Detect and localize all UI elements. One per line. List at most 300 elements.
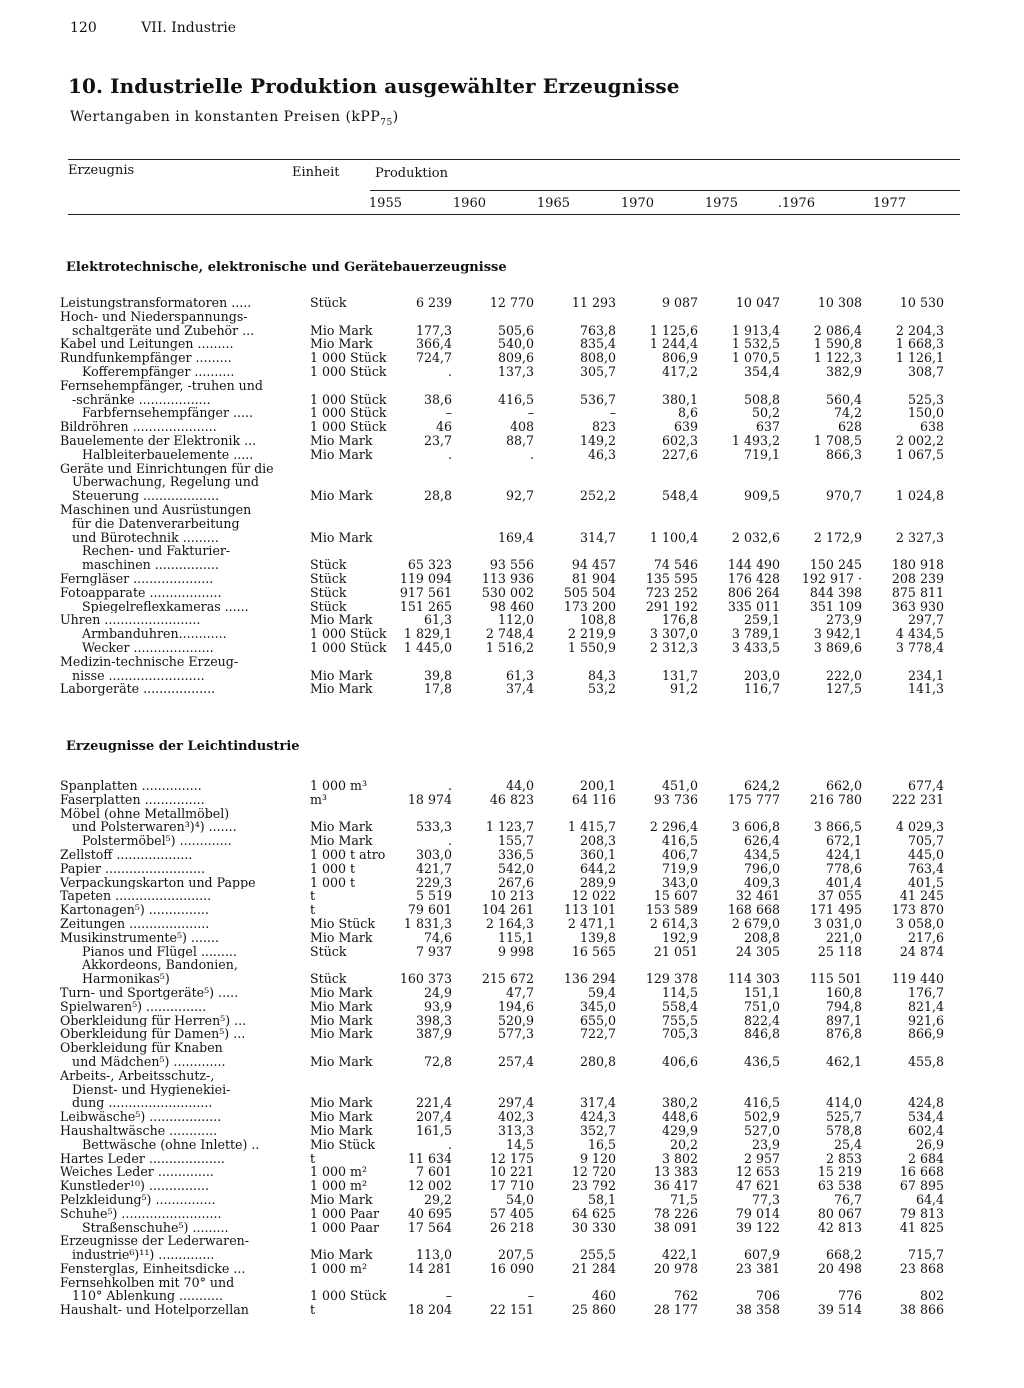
table-row [60,1289,944,1303]
value-1976: 76,7 [833,1192,862,1207]
value-1965 [534,655,616,669]
value-1975 [698,544,780,558]
value-1955: 18 974 [407,792,452,807]
value-1976 [780,310,862,324]
value-1976: 876,8 [825,1027,862,1042]
value-1976: 1 590,8 [813,337,862,352]
value-1977: 180 918 [891,558,944,572]
value-1976: 127,5 [825,682,862,697]
value-1970 [616,1041,698,1055]
value-1965: 1 550,9 [567,640,616,655]
value-1960: 26 218 [489,1220,534,1235]
value-1976: 2 853 [825,1151,862,1166]
value-1965: 823 [591,420,616,434]
value-1965: 81 904 [571,571,616,586]
value-1955 [392,807,452,821]
value-1977 [862,462,944,476]
value-1976 [780,1069,862,1083]
value-1976: 424,1 [825,847,862,862]
value-1960: 54,0 [505,1192,534,1207]
product-name: Tapeten ........................ [60,889,212,904]
table-row [60,793,944,807]
value-1960: 2 748,4 [485,627,534,641]
value-1960: 46 823 [489,792,534,807]
table-row [60,1193,944,1207]
table-row [60,889,944,903]
product-name: Hoch- und Niederspannungs- [60,309,248,324]
value-1975 [698,958,780,972]
value-1955: 12 002 [407,1179,452,1193]
product-unit: Stück [310,571,347,586]
value-1965 [534,310,616,324]
product-name: schaltgeräte und Zubehör ... [72,323,255,338]
value-1955: 11 634 [407,1151,452,1166]
value-1970: 78 226 [653,1206,698,1221]
product-unit: Mio Mark [310,985,373,1000]
value-1975: 32 461 [735,889,780,904]
section-title-light: Erzeugnisse der Leichtindustrie [66,739,300,754]
value-1965 [534,462,616,476]
value-1976: 3 942,1 [813,627,862,641]
value-1976: 462,1 [825,1054,862,1069]
value-1960 [452,310,534,324]
product-unit: Mio Mark [310,530,373,545]
table-row [60,862,944,876]
product-name: Geräte und Einrichtungen für die [60,461,274,476]
product-unit: Stück [310,296,347,310]
value-1965: 763,8 [579,323,616,338]
value-1976: 794,8 [825,999,862,1014]
value-1965: 305,7 [579,364,616,379]
value-1975: 1 070,5 [731,351,780,365]
value-1965 [534,544,616,558]
value-1975 [698,462,780,476]
product-unit: 1 000 m² [310,1179,368,1193]
value-1965: 424,3 [579,1110,616,1124]
year-1976: .1976 [777,196,815,211]
value-1976 [780,655,862,669]
value-1975: 607,9 [743,1248,780,1262]
value-1977 [862,503,944,517]
value-1975 [698,807,780,821]
value-1965: 722,7 [579,1027,616,1042]
value-1965: 289,9 [579,875,616,890]
value-1970: 91,2 [669,682,698,697]
value-1965: 200,1 [579,779,616,793]
product-name: Verpackungskarton und Pappe [60,875,256,890]
product-name: und Polsterwaren³)⁴) ....... [72,820,237,835]
value-1975: 3 606,8 [731,820,780,835]
product-unit: t [310,903,316,917]
value-1976: 171 495 [809,903,862,917]
value-1955: 1 445,0 [403,640,452,655]
value-1960: 14,5 [505,1137,534,1152]
value-1970: 705,3 [661,1027,698,1042]
value-1955: 7 601 [415,1165,452,1180]
value-1970: 429,9 [661,1123,698,1138]
product-unit [308,503,392,517]
value-1970: 192,9 [661,930,698,945]
value-1955: 23,7 [423,433,452,448]
product-unit: Mio Mark [310,1013,373,1028]
product-unit: 1 000 Stück [310,406,387,421]
product-name: Rundfunkempfänger ......... [60,351,232,365]
value-1955: – [445,1289,452,1304]
product-name: Spiegelreflexkameras ...... [82,599,249,614]
value-1970: 422,1 [661,1248,698,1262]
product-name: Farbfernsehempfänger ..... [82,406,254,421]
product-name: Harmonikas⁵) [82,972,170,986]
value-1977: 38 866 [899,1303,944,1318]
table-row [60,627,944,641]
value-1970 [616,1276,698,1290]
value-1976 [780,544,862,558]
chapter-title: VII. Industrie [141,20,237,36]
value-1976: 3 869,6 [813,640,862,655]
value-1975: 1 913,4 [731,323,780,338]
product-unit: m³ [310,792,327,807]
subtitle-subscript: 75 [380,117,393,128]
product-unit: 1 000 t [310,861,356,876]
value-1976 [780,807,862,821]
table-row [60,1124,944,1138]
product-name: Kartonagen⁵) ............... [60,903,209,917]
value-1977 [862,1276,944,1290]
table-row [60,655,944,669]
value-1977: 1 126,1 [895,351,944,365]
value-1960: 402,3 [497,1110,534,1124]
table-row [60,958,944,972]
value-1977: 208 239 [891,571,944,586]
value-1955: 366,4 [415,337,452,352]
year-1975: 1975 [704,196,738,211]
value-1970 [616,379,698,393]
value-1970: 639 [673,420,698,434]
table-row [60,337,944,351]
product-name: Möbel (ohne Metallmöbel) [60,806,230,821]
value-1955 [392,1069,452,1083]
value-1977 [862,379,944,393]
value-1965: 173 200 [563,599,616,614]
value-1975: 151,1 [743,985,780,1000]
value-1965 [534,1083,616,1097]
value-1976: 150 245 [809,558,862,572]
table-row [60,351,944,365]
value-1965 [534,1041,616,1055]
value-1977: 79 813 [899,1206,944,1221]
value-1960: 313,3 [497,1123,534,1138]
value-1965: 505 504 [563,585,616,600]
value-1975 [698,475,780,489]
value-1955 [392,517,452,531]
value-1970: 380,1 [661,392,698,407]
value-1977: 638 [919,420,944,434]
value-1975: 751,0 [743,999,780,1014]
value-1976: 668,2 [825,1248,862,1262]
product-name: Pelzkleidung⁵) ............... [60,1192,216,1207]
table-row [60,406,944,420]
product-unit [308,807,392,821]
value-1975 [698,310,780,324]
value-1977: 445,0 [907,847,944,862]
value-1955: . [447,447,452,462]
table-row [60,779,944,793]
value-1970 [616,958,698,972]
value-1965: 136 294 [563,972,616,986]
table-row [60,1069,944,1083]
value-1960: 155,7 [497,834,534,848]
value-1977: 921,6 [907,1013,944,1028]
value-1960 [452,517,534,531]
col-product-header: Erzeugnis [68,163,135,178]
value-1975: 335 011 [727,599,780,614]
product-name: Faserplatten ............... [60,792,205,807]
value-1960: 207,5 [497,1248,534,1262]
product-unit: Stück [310,972,347,986]
table-row [60,917,944,931]
value-1960: – [527,1289,534,1304]
value-1977: 173 870 [891,903,944,917]
table-row [60,1276,944,1290]
value-1976: 15 219 [817,1165,862,1180]
section-title-electro: Elektrotechnische, elektronische und Gerätebauerzeugnisse [66,260,507,275]
table-row [60,1207,944,1221]
product-name: Haushalt- und Hotelporzellan [60,1303,249,1318]
value-1975: 3 433,5 [731,640,780,655]
value-1970: 406,7 [661,847,698,862]
value-1975: 909,5 [743,489,780,503]
value-1960: 257,4 [497,1054,534,1069]
product-name: Hartes Leder ................... [60,1151,225,1166]
value-1970: 38 091 [653,1220,698,1235]
value-1976: 3 866,5 [813,820,862,835]
value-1955: – [445,406,452,421]
value-1970: 93 736 [653,792,698,807]
value-1955: 1 831,3 [403,916,452,931]
value-1960: – [527,406,534,421]
value-1975: 416,5 [743,1096,780,1111]
product-unit [308,379,392,393]
value-1955 [392,475,452,489]
value-1960: 17 710 [489,1179,534,1193]
product-unit: Mio Mark [310,1054,373,1069]
value-1970: 153 589 [645,903,698,917]
value-1977: 363 930 [891,599,944,614]
col-production-header: Produktion [375,166,448,181]
product-unit: Mio Mark [310,1096,373,1111]
value-1975: 624,2 [743,779,780,793]
product-name: Ferngläser .................... [60,571,214,586]
value-1965: 46,3 [587,447,616,462]
value-1970: 36 417 [653,1179,698,1193]
value-1975: 502,9 [743,1110,780,1124]
page-number: 120 [70,20,97,36]
product-name: Haushaltwäsche ............ [60,1123,218,1138]
value-1976: 192 917 · [801,571,862,586]
product-name: Halbleiterbauelemente ..... [82,447,254,462]
value-1975: 354,4 [743,364,780,379]
value-1955 [392,958,452,972]
value-1976: 351 109 [809,599,862,614]
product-unit: Mio Mark [310,337,373,352]
value-1955: 398,3 [415,1013,452,1028]
value-1960: 104 261 [481,903,534,917]
product-unit: Mio Mark [310,1123,373,1138]
value-1975: 38 358 [735,1303,780,1318]
value-1975: 39 122 [735,1220,780,1235]
value-1955: 74,6 [423,930,452,945]
value-1975: 176 428 [727,571,780,586]
table-row [60,972,944,986]
product-unit: 1 000 Stück [310,627,387,641]
value-1977: 2 204,3 [895,323,944,338]
value-1975: 203,0 [743,668,780,683]
value-1977: 26,9 [915,1137,944,1152]
value-1977: 1 067,5 [895,447,944,462]
product-name: Armbanduhren............ [82,627,227,641]
product-name: Bettwäsche (ohne Inlette) .. [82,1137,260,1152]
product-name: Pianos und Flügel ......... [82,944,237,959]
value-1970: 20 978 [653,1261,698,1276]
value-1976 [780,379,862,393]
value-1955: . [447,834,452,848]
table-row [60,1262,944,1276]
value-1970: 2 296,4 [649,820,698,835]
value-1955: . [447,1137,452,1152]
value-1975: 12 653 [735,1165,780,1180]
table-row [60,1248,944,1262]
year-1955: 1955 [368,196,402,211]
year-1977: 1977 [872,196,906,211]
value-1955: 113,0 [415,1248,452,1262]
value-1970 [616,1069,698,1083]
value-1977: 217,6 [907,930,944,945]
value-1955: 119 094 [399,571,452,586]
value-1975: 846,8 [743,1027,780,1042]
value-1965: 9 120 [579,1151,616,1166]
table-row [60,310,944,324]
value-1976: 2 172,9 [813,530,862,545]
table-row [60,1027,944,1041]
value-1977: 534,4 [907,1110,944,1124]
value-1960: 530 002 [481,585,534,600]
value-1976 [780,462,862,476]
value-1960: 12 175 [489,1151,534,1166]
value-1976: 222,0 [825,668,862,683]
table-row [60,1234,944,1248]
product-unit: Mio Mark [310,1027,373,1042]
value-1977: 234,1 [907,668,944,683]
value-1977: 677,4 [907,779,944,793]
value-1960 [452,807,534,821]
product-unit: Stück [310,599,347,614]
product-unit: 1 000 t [310,875,356,890]
table-row [60,572,944,586]
value-1955: . [447,779,452,793]
value-1955: 421,7 [415,861,452,876]
value-1977: 41 245 [899,889,944,904]
value-1955 [392,1041,452,1055]
value-1970: 74 546 [653,558,698,572]
value-1975: 47 621 [735,1179,780,1193]
value-1965: 58,1 [587,1192,616,1207]
value-1970: 380,2 [661,1096,698,1111]
value-1955 [392,655,452,669]
product-name: Spielwaren⁵) ............... [60,999,207,1014]
value-1975: 706 [755,1289,780,1304]
value-1975: 208,8 [743,930,780,945]
value-1977: 401,5 [907,875,944,890]
value-1965: 30 330 [571,1220,616,1235]
product-name: Zeitungen .................... [60,916,210,931]
product-unit [308,475,392,489]
table-row [60,462,944,476]
value-1955 [392,1083,452,1097]
year-1970: 1970 [620,196,654,211]
value-1955: 229,3 [415,875,452,890]
value-1977 [862,1041,944,1055]
value-1975: 50,2 [751,406,780,421]
product-unit: Mio Mark [310,999,373,1014]
product-unit: 1 000 Stück [310,392,387,407]
product-unit: Mio Mark [310,323,373,338]
product-unit: 1 000 Paar [310,1206,380,1221]
value-1977 [862,310,944,324]
value-1970: 9 087 [661,296,698,310]
value-1960: 1 516,2 [485,640,534,655]
table-row [60,586,944,600]
value-1977: 64,4 [915,1192,944,1207]
value-1960: 47,7 [505,985,534,1000]
value-1960: 194,6 [497,999,534,1014]
value-1955: 7 937 [415,944,452,959]
value-1955: 177,3 [415,323,452,338]
value-1977: 1 024,8 [895,489,944,503]
value-1975: 508,8 [743,392,780,407]
product-name: Maschinen und Ausrüstungen [60,502,252,517]
value-1976 [780,1276,862,1290]
table-row [60,807,944,821]
product-unit: Mio Mark [310,820,373,835]
value-1976: 382,9 [825,364,862,379]
value-1976: 63 538 [817,1179,862,1193]
value-1975 [698,655,780,669]
value-1960: 169,4 [497,530,534,545]
product-unit: t [310,1303,316,1318]
value-1976: 844 398 [809,585,862,600]
table-row [60,682,944,696]
product-name: Musikinstrumente⁵) ....... [60,930,219,945]
value-1960 [452,1041,534,1055]
value-1960: 577,3 [497,1027,534,1042]
table-row [60,531,944,545]
value-1965: 108,8 [579,613,616,628]
value-1970 [616,462,698,476]
header-rule-bottom [68,214,960,215]
value-1970: 448,6 [661,1110,698,1124]
value-1965: 2 471,1 [567,916,616,931]
product-unit: 1 000 Stück [310,420,387,434]
value-1976: 160,8 [825,985,862,1000]
value-1970: 762 [673,1289,698,1304]
value-1976: 401,4 [825,875,862,890]
value-1970: 28 177 [653,1303,698,1318]
value-1977 [862,807,944,821]
value-1965: 808,0 [579,351,616,365]
col-unit-header: Einheit [292,165,340,180]
value-1955 [392,1234,452,1248]
value-1977: 222 231 [891,792,944,807]
